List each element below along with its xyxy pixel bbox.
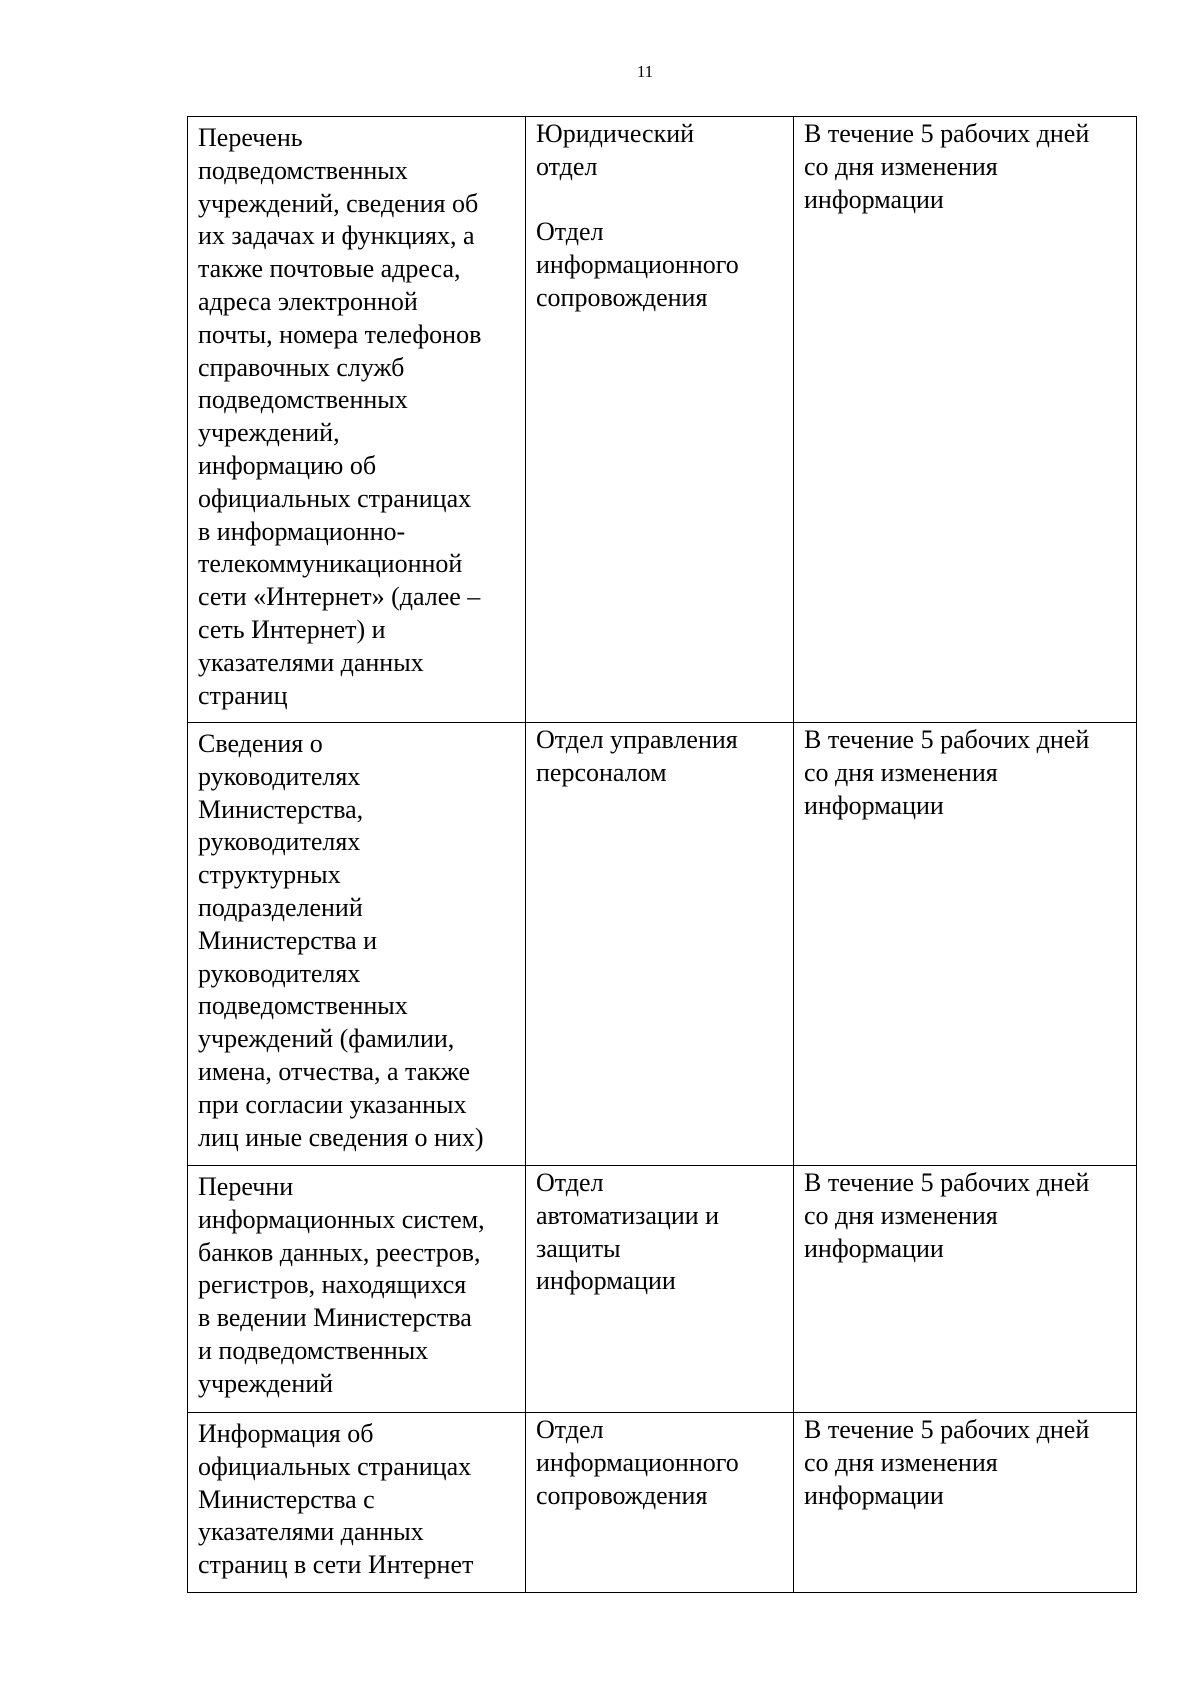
table-row <box>188 1166 1137 1413</box>
cell-line: в информационно- <box>198 516 406 546</box>
cell-line: Перечень <box>198 123 303 152</box>
cell-line: регистров, находящихся <box>198 1270 467 1300</box>
cell-line: со дня изменения <box>804 1200 998 1230</box>
cell-line: официальных страницах <box>198 1451 472 1481</box>
cell-line: телекоммуникационной <box>198 549 463 579</box>
term-cell <box>794 1413 1137 1593</box>
cell-line: сопровождения <box>536 1480 708 1510</box>
table-row <box>188 117 1137 723</box>
cell-line: их задачах и функциях, а <box>198 221 475 251</box>
cell-line: информационного <box>536 250 739 280</box>
cell-line: структурных <box>198 860 341 890</box>
cell-line: со дня изменения <box>804 1447 998 1477</box>
cell-line: справочных служб <box>198 352 405 382</box>
cell-line: почты, номера телефонов <box>198 319 482 349</box>
cell-line: Министерства и <box>198 925 378 955</box>
cell-line: учреждений, <box>198 418 340 448</box>
cell-line: защиты <box>536 1233 621 1263</box>
cell-line: указателями данных <box>198 647 424 677</box>
cell-line: информации <box>804 184 944 214</box>
cell-line: подведомственных <box>198 385 408 415</box>
cell-line: информации <box>536 1266 676 1296</box>
cell-line: Сведения о <box>198 729 323 758</box>
department-cell <box>526 723 794 1166</box>
term-cell <box>794 723 1137 1166</box>
term-cell <box>794 117 1137 723</box>
cell-line: и подведомственных <box>198 1335 429 1365</box>
cell-line: учреждений (фамилии, <box>198 1024 455 1054</box>
paragraph-gap <box>536 184 787 217</box>
cell-line: руководителях <box>198 958 361 988</box>
cell-line: подразделений <box>198 892 363 922</box>
cell-line: со дня изменения <box>804 757 998 787</box>
cell-line: подведомственных <box>198 155 408 185</box>
cell-line: информационного <box>536 1447 739 1477</box>
table-row <box>188 1413 1137 1593</box>
info-cell <box>188 1413 526 1593</box>
cell-line: В течение 5 рабочих дней <box>804 725 1090 754</box>
cell-line: руководителях <box>198 827 361 857</box>
cell-line: Отдел <box>536 217 604 247</box>
cell-line: лиц иные сведения о них) <box>198 1122 484 1152</box>
cell-line: подведомственных <box>198 991 408 1021</box>
page-number: 11 <box>636 62 654 81</box>
cell-line: информации <box>804 790 944 820</box>
department-cell <box>526 117 794 723</box>
cell-line: официальных страницах <box>198 483 472 513</box>
cell-line: Министерства, <box>198 794 364 824</box>
table-row <box>188 723 1137 1166</box>
cell-line: адреса электронной <box>198 286 418 316</box>
department-cell <box>526 1166 794 1413</box>
document-table <box>187 116 1137 1593</box>
department-cell <box>526 1413 794 1593</box>
cell-line: автоматизации и <box>536 1200 720 1230</box>
cell-line: сопровождения <box>536 282 708 312</box>
cell-line: Перечни <box>198 1172 294 1201</box>
cell-line: в ведении Министерства <box>198 1303 472 1333</box>
cell-line: страниц в сети Интернет <box>198 1550 474 1580</box>
cell-line: В течение 5 рабочих дней <box>804 1168 1090 1197</box>
cell-line: Отдел управления <box>536 725 738 754</box>
cell-line: при согласии указанных <box>198 1089 467 1119</box>
cell-line: В течение 5 рабочих дней <box>804 119 1090 148</box>
cell-line: В течение 5 рабочих дней <box>804 1415 1090 1444</box>
cell-line: Информация об <box>198 1419 374 1448</box>
info-cell <box>188 117 526 723</box>
cell-line: руководителях <box>198 761 361 791</box>
cell-line: отдел <box>536 151 598 181</box>
cell-line: со дня изменения <box>804 151 998 181</box>
cell-line: страниц <box>198 680 288 710</box>
cell-line: информационных систем, <box>198 1204 485 1234</box>
cell-line: Отдел <box>536 1168 604 1197</box>
cell-line: информации <box>804 1480 944 1510</box>
cell-line: банков данных, реестров, <box>198 1237 481 1267</box>
info-cell <box>188 723 526 1166</box>
cell-line: информации <box>804 1233 944 1263</box>
cell-line: Отдел <box>536 1415 604 1444</box>
cell-line: сети «Интернет» (далее – <box>198 582 481 612</box>
cell-line: Министерства с <box>198 1484 375 1514</box>
term-cell <box>794 1166 1137 1413</box>
info-cell <box>188 1166 526 1413</box>
cell-line: персоналом <box>536 757 667 787</box>
cell-line: сеть Интернет) и <box>198 614 386 644</box>
cell-line: имена, отчества, а также <box>198 1056 471 1086</box>
cell-line: Юридический <box>536 119 695 148</box>
cell-line: учреждений <box>198 1368 334 1398</box>
cell-line: учреждений, сведения об <box>198 188 479 218</box>
cell-line: также почтовые адреса, <box>198 254 461 284</box>
cell-line: указателями данных <box>198 1517 424 1547</box>
cell-line: информацию об <box>198 450 377 480</box>
